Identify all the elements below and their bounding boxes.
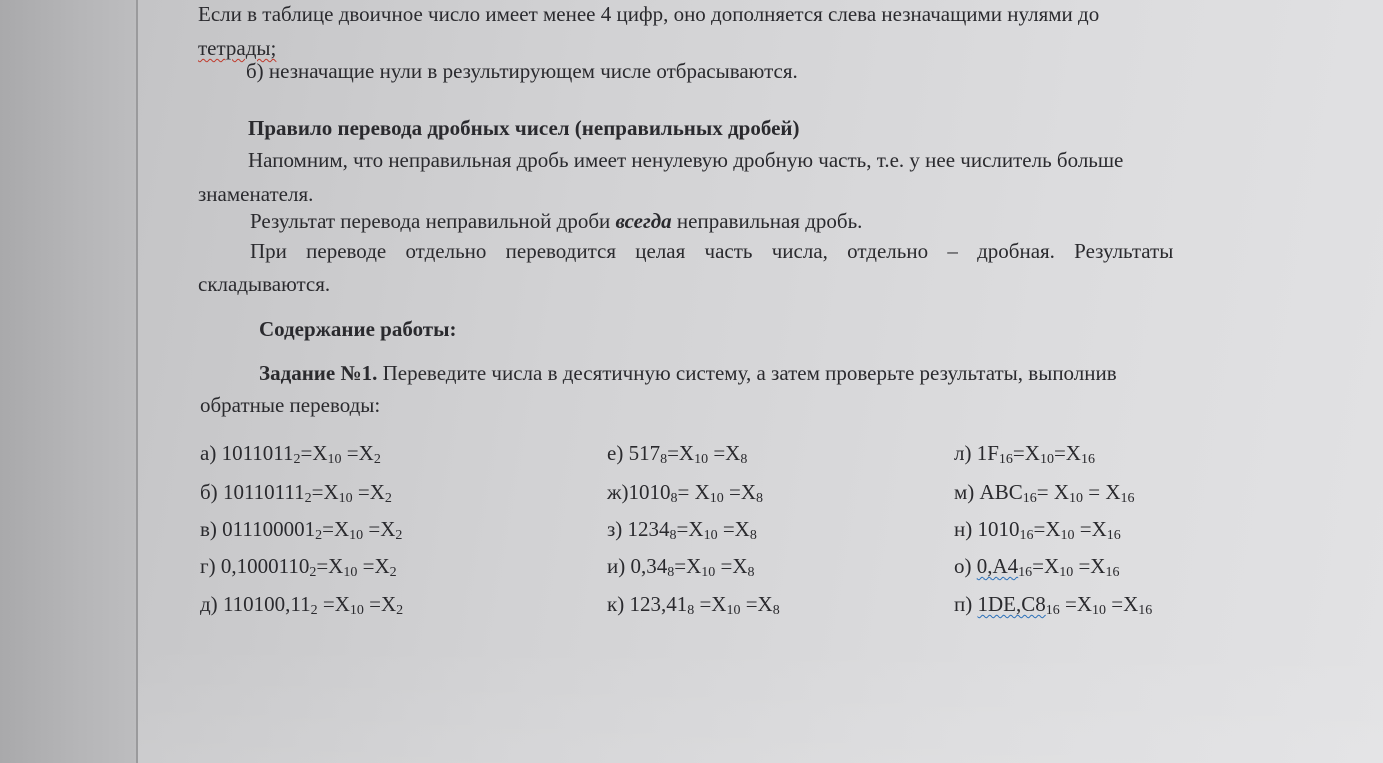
exercise-eq: =X: [341, 441, 374, 465]
exercise-eq: =X: [316, 554, 344, 578]
exercise-label: з): [607, 517, 628, 541]
base-subscript: 10: [349, 603, 364, 618]
exercise-n: [954, 516, 1121, 542]
exercise-number: 123,41: [629, 592, 688, 616]
exercise-label: е): [607, 441, 629, 465]
justified-text: [198, 1, 1346, 27]
exercise-number: 1010: [628, 480, 671, 504]
exercise-eq: =X: [311, 480, 339, 504]
heading-rule: Правило перевода дробных чисел (неправильных дробей): [248, 116, 800, 140]
exercise-number: 1DE,C8: [977, 592, 1046, 616]
exercise-v: [200, 516, 402, 542]
exercise-number: 517: [628, 441, 661, 465]
base-subscript: 2: [395, 528, 403, 543]
base-subscript: 16: [1138, 603, 1153, 618]
paragraph-2: б) незначащие нули в результирующем числе отбрасываются.: [246, 59, 798, 83]
text-span: Результат перевода неправильной дроби: [250, 209, 616, 233]
base-subscript: 8: [660, 452, 668, 467]
exercise-eq: =X: [1032, 554, 1060, 578]
base-subscript: 16: [1106, 528, 1121, 543]
base-subscript: 2: [384, 491, 392, 506]
exercise-label: н): [954, 517, 978, 541]
exercise-number: 1010: [977, 517, 1020, 541]
text-span: Переведите числа в десятичную систему, а затем проверьте результаты, выполнив: [377, 361, 1117, 385]
exercise-eq: =X: [674, 554, 702, 578]
exercise-eq: =X: [300, 441, 328, 465]
exercise-eq: =X: [1012, 441, 1040, 465]
exercise-number: 0,1000110: [220, 554, 310, 578]
exercise-i: [607, 553, 755, 579]
base-subscript: 10: [338, 491, 353, 506]
exercise-label: п): [954, 592, 978, 616]
exercise-label: д): [200, 592, 223, 616]
exercise-number: 1234: [627, 517, 670, 541]
exercise-eq: =X: [1059, 592, 1092, 616]
exercise-eq: =X: [317, 592, 350, 616]
exercise-z: [607, 516, 757, 542]
exercise-eq: =X: [1074, 517, 1107, 541]
base-subscript: 10: [703, 528, 718, 543]
exercise-a: [200, 440, 381, 466]
exercise-eq: =X: [715, 554, 748, 578]
exercise-label: ж): [607, 480, 629, 504]
exercise-eq: =X: [352, 480, 385, 504]
exercise-eq: =X: [322, 517, 350, 541]
exercise-g: [200, 553, 397, 579]
exercise-eq: = X: [1036, 480, 1069, 504]
exercise-eq: = X: [677, 480, 710, 504]
exercise-number: 011100001: [222, 517, 316, 541]
base-subscript: 8: [687, 603, 695, 618]
base-subscript: 2: [309, 565, 317, 580]
base-subscript: 16: [1105, 565, 1120, 580]
page-shade: [138, 640, 1383, 763]
base-subscript: 10: [1060, 528, 1075, 543]
base-subscript: 2: [389, 565, 397, 580]
task-line-2: обратные переводы:: [200, 393, 381, 417]
base-subscript: 10: [349, 528, 364, 543]
exercise-k: [607, 591, 780, 617]
exercise-eq: =X: [363, 517, 396, 541]
base-subscript: 10: [1092, 603, 1106, 618]
base-subscript: 8: [749, 528, 757, 543]
base-subscript: 10: [343, 565, 358, 580]
exercise-label: б): [200, 480, 223, 504]
exercise-number: 1F: [976, 441, 999, 465]
task-line-1: [259, 360, 1117, 386]
exercise-eq: =X: [1053, 441, 1081, 465]
exercise-label: к): [607, 592, 630, 616]
exercise-d: [200, 591, 403, 617]
exercise-eq: =X: [363, 592, 397, 616]
exercise-o: [954, 553, 1119, 579]
exercise-m: [954, 479, 1135, 505]
paragraph-5-line-1: При переводе отдельно переводится целая часть числа, отдельно – дробная. Результаты: [250, 239, 1174, 263]
exercise-label: а): [200, 441, 222, 465]
base-subscript: 8: [669, 528, 677, 543]
exercise-eq: =X: [708, 441, 741, 465]
exercise-eq: =X: [1106, 592, 1139, 616]
base-subscript: 10: [1039, 452, 1054, 467]
paragraph-3-line-2: знаменателя.: [198, 182, 314, 206]
exercise-eq: =X: [717, 517, 750, 541]
exercise-eq: =X: [667, 441, 695, 465]
exercise-eq: =X: [357, 554, 390, 578]
base-subscript: 16: [1120, 491, 1135, 506]
exercise-label: о): [954, 554, 977, 578]
paragraph-1-line-1: [198, 1, 1346, 27]
base-subscript: 2: [396, 603, 404, 618]
exercise-number: 10110111: [222, 480, 305, 504]
base-subscript: 16: [1045, 603, 1060, 618]
base-subscript: 8: [756, 491, 764, 506]
exercise-label: г): [200, 554, 221, 578]
justified-text: [248, 147, 1346, 173]
base-subscript: 2: [310, 603, 318, 618]
exercise-label: м): [954, 480, 980, 504]
base-subscript: 16: [1022, 491, 1037, 506]
base-subscript: 2: [373, 452, 381, 467]
task-label: Задание №1.: [259, 361, 378, 385]
exercise-eq: = X: [1083, 480, 1121, 504]
base-subscript: 10: [726, 603, 741, 618]
heading-content: Содержание работы:: [259, 317, 457, 341]
base-subscript: 10: [1059, 565, 1074, 580]
exercise-label: и): [607, 554, 631, 578]
base-subscript: 2: [304, 491, 312, 506]
emphasis-word: всегда: [615, 209, 672, 233]
exercise-eq: =X: [740, 592, 773, 616]
exercise-eq: =X: [1033, 517, 1061, 541]
base-subscript: 8: [747, 565, 755, 580]
base-subscript: 16: [1018, 565, 1033, 580]
exercise-label: л): [954, 441, 977, 465]
base-subscript: 10: [709, 491, 724, 506]
exercise-label: в): [200, 517, 223, 541]
base-subscript: 10: [701, 565, 716, 580]
base-subscript: 16: [1019, 528, 1034, 543]
exercise-eq: =X: [1073, 554, 1106, 578]
spellcheck-word: тетрады;: [198, 36, 277, 60]
exercise-e: [607, 440, 747, 466]
exercise-b: [200, 479, 392, 505]
text-span: Если в таблице двоичное число имеет менее 4 цифр, оно дополняется слева незначащими нулями до: [198, 2, 1100, 26]
base-subscript: 2: [315, 528, 323, 543]
base-subscript: 16: [1080, 452, 1095, 467]
base-subscript: 16: [998, 452, 1013, 467]
exercise-zh: [607, 479, 763, 505]
exercise-number: 0,34: [630, 554, 668, 578]
base-subscript: 8: [772, 603, 780, 618]
base-subscript: 8: [740, 452, 748, 467]
base-subscript: 10: [327, 452, 342, 467]
left-margin: [0, 0, 137, 763]
exercise-eq: =X: [694, 592, 727, 616]
text-span: Напомним, что неправильная дробь имеет ненулевую дробную часть, т.е. у нее числитель больше: [248, 148, 1124, 172]
text-span: неправильная дробь.: [671, 209, 863, 233]
base-subscript: 10: [1069, 491, 1083, 506]
paragraph-5-line-2: складываются.: [198, 272, 331, 296]
exercise-number: 1011011: [221, 441, 294, 465]
exercise-p: [954, 591, 1152, 617]
paragraph-4: [250, 208, 862, 234]
exercise-eq: =X: [676, 517, 704, 541]
paragraph-3-line-1: [248, 147, 1346, 173]
exercise-l: [954, 440, 1095, 466]
base-subscript: 2: [293, 452, 301, 467]
exercise-eq: =X: [723, 480, 757, 504]
exercise-number: 110100,11: [222, 592, 311, 616]
exercise-number: ABC: [979, 480, 1023, 504]
base-subscript: 10: [694, 452, 709, 467]
exercise-number: 0,A4: [976, 554, 1019, 578]
base-subscript: 8: [667, 565, 675, 580]
base-subscript: 8: [670, 491, 678, 506]
